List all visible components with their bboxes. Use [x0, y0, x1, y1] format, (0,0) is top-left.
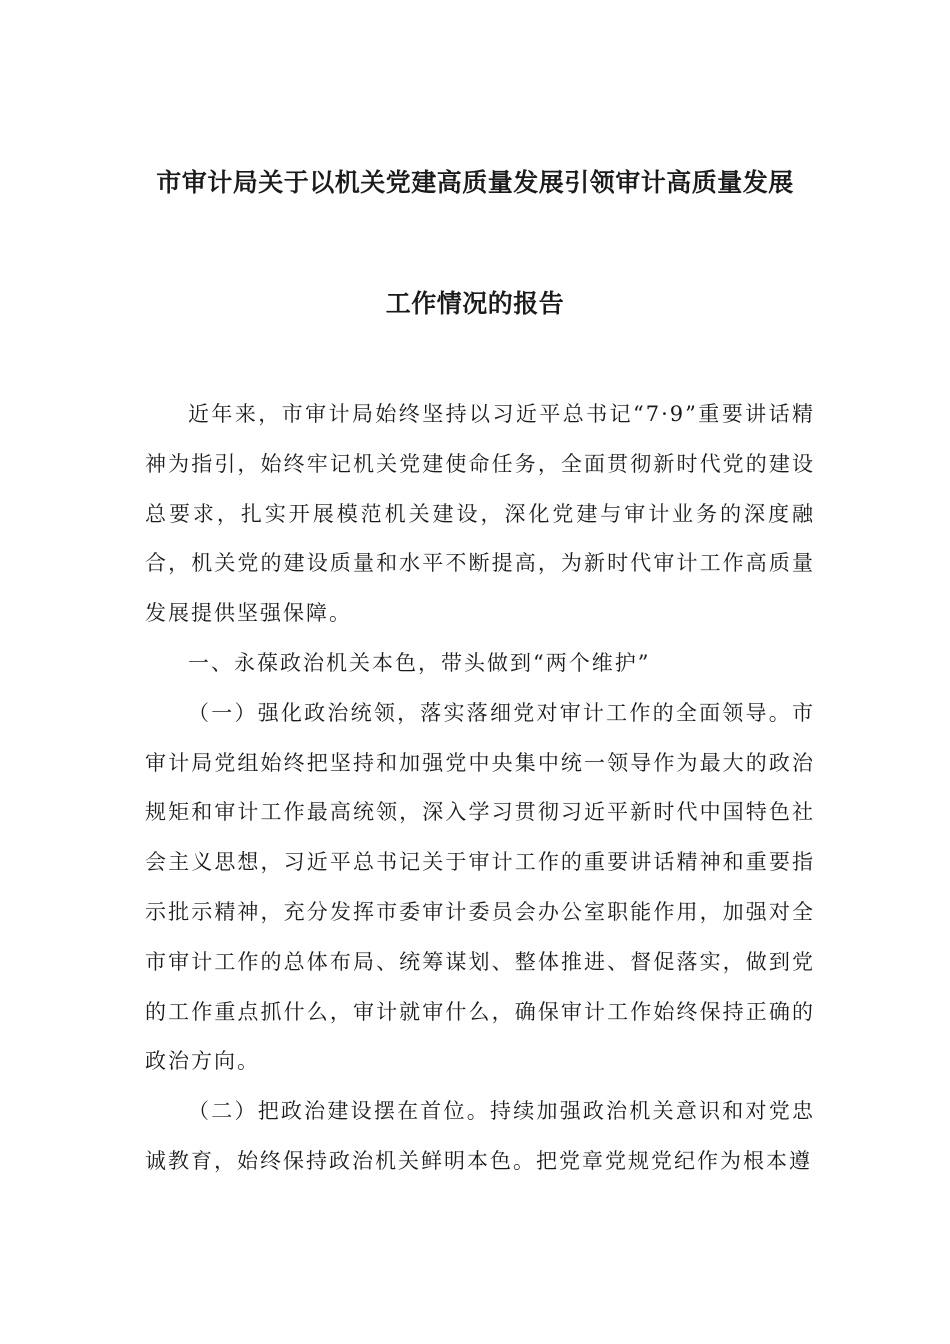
body-text [145, 390, 815, 1187]
paragraph-subsection-2: （二）把政治建设摆在首位。持续加强政治机关意识和对党忠诚教育，始终保持政治机关鲜明本色。把党章党规党纪作为根本遵 [145, 1099, 815, 1173]
document-title-line-1: 市审计局关于以机关党建高质量发展引领审计高质量发展 [156, 168, 794, 197]
paragraph-subsection-1: （一）强化政治统领，落实落细党对审计工作的全面领导。市审计局党组始终把坚持和加强党中央集中统一领导作为最大的政治规矩和审计工作最高统领，深入学习贯彻习近平新时代中国特色社会主义思想，习近平总书记关于审计工作的重要讲话精神和重要指示批示精神，充分发挥市委审计委员会办公室职能作用，加强对全市审计工作的总体布局、统筹谋划、整体推进、督促落实，做到党的工作重点抓什么，审计就审什么，确保审计工作始终保持正确的政治方向。 [145, 700, 815, 1074]
paragraph-intro: 近年来，市审计局始终坚持以习近平总书记“7·9”重要讲话精神为指引，始终牢记机关党建使命任务，全面贯彻新时代党的建设总要求，扎实开展模范机关建设，深化党建与审计业务的深度融合，机关党的建设质量和水平不断提高，为新时代审计工作高质量发展提供坚强保障。 [145, 402, 815, 626]
section-heading-1: 一、永葆政治机关本色，带头做到“两个维护” [188, 650, 651, 675]
document-title-line-2: 工作情况的报告 [385, 289, 565, 318]
